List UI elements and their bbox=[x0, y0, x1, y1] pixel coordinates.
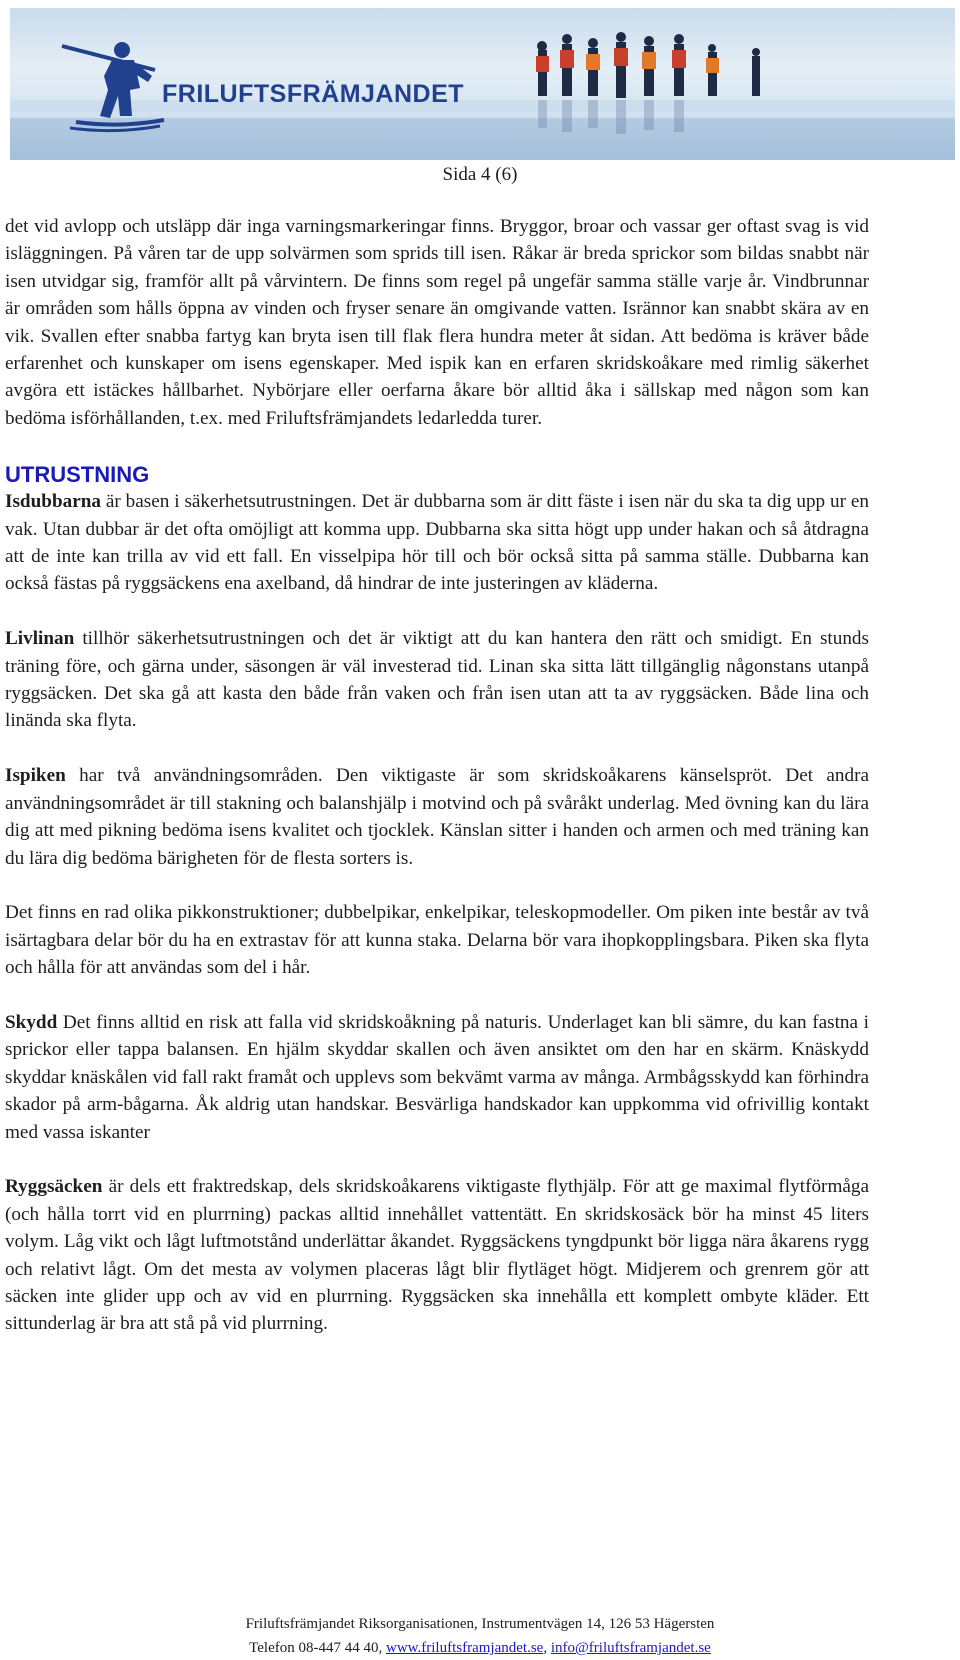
page-number: Sida 4 (6) bbox=[442, 164, 518, 185]
brand-name: FRILUFTSFRÄMJANDET bbox=[162, 80, 465, 108]
paragraph-lead: Ryggsäcken bbox=[5, 1176, 103, 1198]
paragraph-lead: Skydd bbox=[5, 1011, 58, 1033]
paragraph-lead: Livlinan bbox=[5, 628, 75, 650]
intro-paragraph: det vid avlopp och utsläpp där inga varningsmarkeringar finns. Bryggor, broar och vassar ger oftast svag is vid isläggningen. På våren tar de upp solvärmen som sprids till isen. Råkar är breda sprickor som bildas snabbt när isen utvidgar sig, framför allt på vårvintern. De finns som regel på ungefär samma ställe varje år. Vindbrunnar är områden som hålls öppna av vinden och fryser senare än omgivande vatten. Isrännor kan snabbt skära av en vik. Svallen efter snabba fartyg kan bryta isen till flak flera hundra meter åt sidan. Att bedöma is kräver både erfarenhet och kunskaper om isens egenskaper. Med ispik kan en erfaren skridskoåkare med rimlig säkerhet avgöra ett istäckes hållbarhet. Nybörjare eller oerfarna åkare bör alltid åka i sällskap med någon som kan bedöma isförhållanden, t.ex. med Friluftsfrämjandets ledarledda turer. bbox=[5, 216, 869, 429]
email-link[interactable]: info@friluftsframjandet.se bbox=[550, 1640, 711, 1656]
paragraph-skydd bbox=[5, 1009, 869, 1146]
website-link[interactable]: www.friluftsframjandet.se bbox=[386, 1640, 544, 1656]
footer-address: Friluftsfrämjandet Riksorganisationen, Instrumentvägen 14, 126 53 Hägersten bbox=[245, 1616, 715, 1632]
paragraph-text: är dels ett fraktredskap, dels skridskoåkarens viktigaste flythjälp. För att ge maximal flytförmåga (och hålla torrt vid en plurrning) packas alltid innehållet vattentätt. En skridskosäck bör ha minst 45 liters volym. Låg vikt och lågt luftmotstånd underlättar åkandet. Ryggsäckens tyngdpunkt bör ligga nära åkarens rygg och relativt lågt. Om det mesta av volymen placeras lågt blir flytläget högt. Midjerem och grenrem gör att säcken inte glider upp och av vid en plurrning. Ryggsäcken ska innehålla ett komplett ombyte kläder. Ett sittunderlag är bra att stå på vid plurrning. bbox=[5, 1176, 869, 1335]
paragraph-lead: Isdubbarna bbox=[5, 491, 101, 513]
paragraph-text: är basen i säkerhetsutrustningen. Det är dubbarna som är ditt fäste i isen när du ska ta dig upp ur en vak. Utan dubbar är det ofta omöjligt att komma upp. Dubbarna ska sitta högt upp under hakan och så åtdragna att de inte kan trilla av vid ett fall. En visselpipa hör till och bör också sitta på samma ställe. Dubbarna kan också fästas på ryggsäckens ena axelband, då hindrar de inte justeringen av kläderna. bbox=[5, 491, 869, 595]
footer-separator: , bbox=[543, 1640, 551, 1656]
paragraph-text: Det finns en rad olika pikkonstruktioner; dubbelpikar, enkelpikar, teleskopmodeller. Om piken inte består av två isärtagbara delar bör du ha en extrastav för att kunna staka. Delarna bör vara ihopkopplingsbara. Piken ska flyta och hålla för att användas som del i hår. bbox=[5, 902, 869, 979]
section-heading: UTRUSTNING bbox=[5, 462, 150, 488]
paragraph-lead: Ispiken bbox=[5, 765, 66, 787]
footer-phone: Telefon 08-447 44 40, bbox=[249, 1640, 386, 1656]
paragraph-ispiken bbox=[5, 762, 869, 872]
page-footer bbox=[0, 1612, 960, 1660]
paragraph-text: Det finns alltid en risk att falla vid skridskoåkning på naturis. Underlaget kan bli sämre, du kan fastna i sprickor eller tappa balansen. En hjälm skyddar skallen och även ansiktet om den har en skärm. Knäskydd skyddar knäskålen vid fall rakt framåt och upplevs som bekvämt varma av många. Armbågsskydd kan förhindra skador på arm-bågarna. Åk aldrig utan handskar. Besvärliga handskador kan uppkomma vid ofrivillig kontakt med vassa iskanter bbox=[5, 1011, 869, 1143]
paragraph-text: tillhör säkerhetsutrustningen och det är viktigt att du kan hantera den rätt och smidigt. En stunds träning före, och gärna under, säsongen är väl investerad tid. Linan ska sitta lätt tillgänglig någonstans utanpå ryggsäcken. Det ska gå att kasta den både från vaken och från isen utan att ta av ryggsäcken. Både lina och linända ska flyta. bbox=[5, 628, 869, 732]
paragraph-isdubbarna bbox=[5, 488, 869, 598]
paragraph-text: har två användningsområden. Den viktigaste är som skridskoåkarens känselspröt. Det andra användningsområdet är till stakning och balanshjälp i motvind och på svåråkt underlag. Med övning kan du lära dig att med pikning bedöma isens kvalitet och tjocklek. Känslan sitter i handen och armen och med träning kan du lära dig bedöma bärigheten för de flesta sorters is. bbox=[5, 765, 869, 869]
footer-contact bbox=[0, 1636, 960, 1660]
paragraph-ryggsacken bbox=[5, 1173, 869, 1337]
document-body bbox=[5, 213, 869, 1365]
paragraph-livlinan bbox=[5, 625, 869, 735]
header-banner bbox=[10, 8, 955, 160]
paragraph-pikkonstruktioner bbox=[5, 899, 869, 981]
